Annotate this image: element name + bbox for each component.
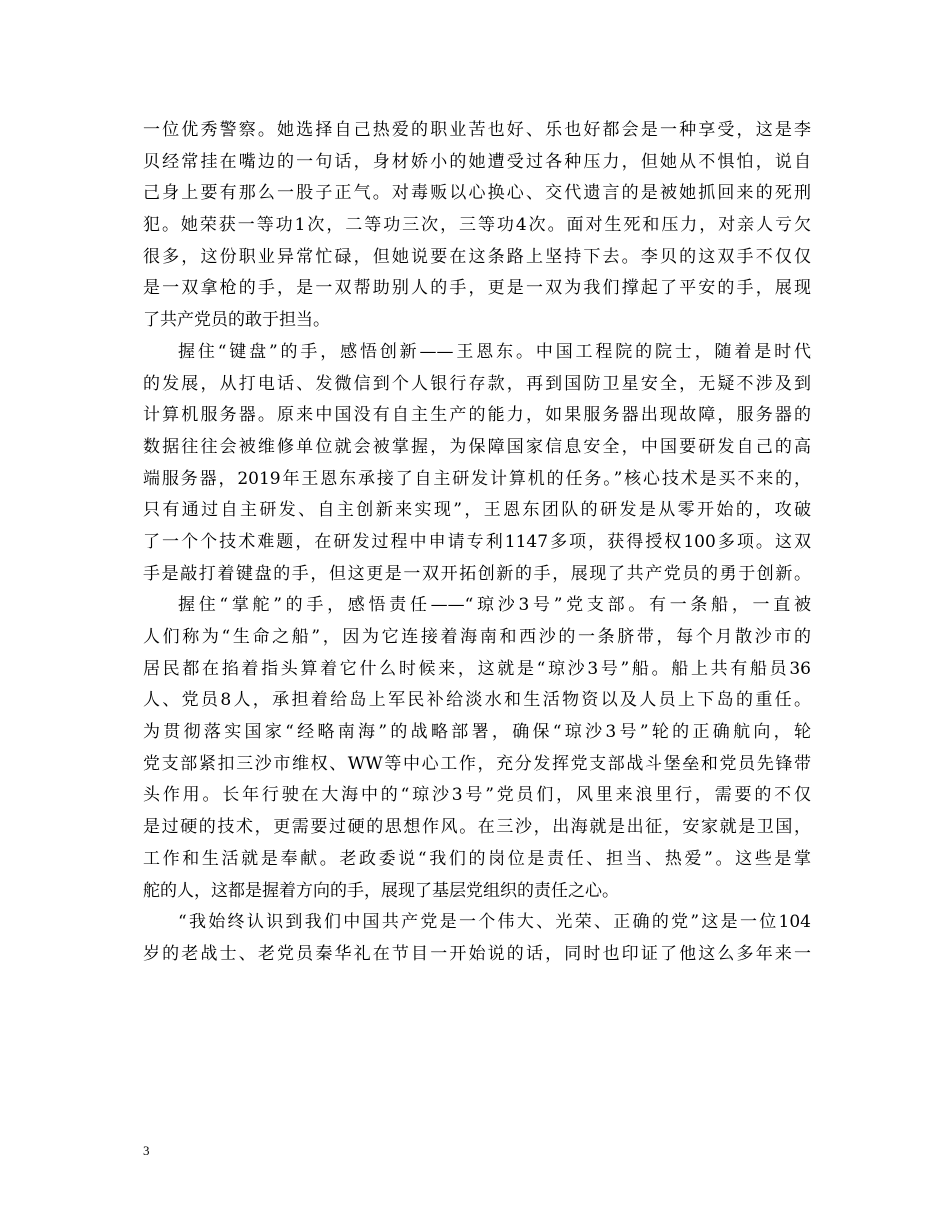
text-line: “我始终认识到我们中国共产党是一个伟大、光荣、正确的党”这是一位104 bbox=[178, 912, 811, 933]
text-line: 己身上要有那么一股子正气。对毒贩以心换心、交代遗言的是被她抓回来的死刑 bbox=[143, 183, 811, 204]
text-line: 数据往往会被维修单位就会被掌握，为保障国家信息安全，中国要研发自己的高 bbox=[143, 436, 811, 457]
paragraph-4 bbox=[143, 907, 811, 970]
text-line: 贝经常挂在嘴边的一句话，身材娇小的她遭受过各种压力，但她从不惧怕，说自 bbox=[143, 151, 811, 172]
text-line: 了一个个技术难题，在研发过程中申请专利1147多项，获得授权100多项。这双 bbox=[143, 531, 811, 552]
text-line: 舵的人，这都是握着方向的手，展现了基层党组织的责任之心。 bbox=[143, 880, 619, 901]
paragraph-1 bbox=[143, 115, 811, 337]
text-line: 党支部紧扣三沙市维权、WW等中心工作，充分发挥党支部战斗堡垒和党员先锋带 bbox=[143, 753, 811, 774]
text-line: 端服务器，2019年王恩东承接了自主研发计算机的任务。”核心技术是买不来的， bbox=[143, 468, 811, 489]
text-line: 手是敲打着键盘的手，但这更是一双开拓创新的手，展现了共产党员的勇于创新。 bbox=[143, 563, 811, 584]
paragraph-3 bbox=[143, 590, 811, 907]
text-line: 了共产党员的敢于担当。 bbox=[143, 310, 330, 331]
text-line: 一位优秀警察。她选择自己热爱的职业苦也好、乐也好都会是一种享受，这是李 bbox=[143, 120, 811, 140]
text-line: 头作用。长年行驶在大海中的“琼沙3号”党员们，风里来浪里行，需要的不仅 bbox=[143, 785, 811, 806]
text-line: 为贯彻落实国家“经略南海”的战略部署，确保“琼沙3号”轮的正确航向，轮 bbox=[143, 722, 811, 743]
text-line: 很多，这份职业异常忙碌，但她说要在这条路上坚持下去。李贝的这双手不仅仅 bbox=[143, 246, 811, 267]
page-number: 3 bbox=[143, 1143, 150, 1158]
paragraph-2 bbox=[143, 337, 811, 591]
text-line: 的发展，从打电话、发微信到个人银行存款，再到国防卫星安全，无疑不涉及到 bbox=[143, 373, 811, 394]
text-line: 是过硬的技术，更需要过硬的思想作风。在三沙，出海就是出征，安家就是卫国， bbox=[143, 817, 811, 838]
text-line: 工作和生活就是奉献。老政委说“我们的岗位是责任、担当、热爱”。这些是掌 bbox=[143, 848, 811, 869]
text-line: 岁的老战士、老党员秦华礼在节目一开始说的话，同时也印证了他这么多年来一 bbox=[143, 943, 811, 964]
text-line: 握住“键盘”的手，感悟创新——王恩东。中国工程院的院士，随着是时代 bbox=[178, 341, 811, 362]
text-line: 居民都在掐着指头算着它什么时候来，这就是“琼沙3号”船。船上共有船员36 bbox=[143, 658, 811, 679]
text-line: 计算机服务器。原来中国没有自主生产的能力，如果服务器出现故障，服务器的 bbox=[143, 405, 811, 426]
text-line: 人、党员8人，承担着给岛上军民补给淡水和生活物资以及人员上下岛的重任。 bbox=[143, 690, 811, 711]
text-line: 人们称为“生命之船”，因为它连接着海南和西沙的一条脐带，每个月散沙市的 bbox=[143, 627, 811, 647]
text-line: 握住“掌舵”的手，感悟责任——“琼沙3号”党支部。有一条船，一直被 bbox=[178, 595, 811, 616]
text-line: 只有通过自主研发、自主创新来实现”，王恩东团队的研发是从零开始的，攻破 bbox=[143, 500, 811, 521]
text-line: 是一双拿枪的手，是一双帮助别人的手，更是一双为我们撑起了平安的手，展现 bbox=[143, 278, 811, 299]
page-body bbox=[143, 115, 811, 971]
text-line: 犯。她荣获一等功1次，二等功三次，三等功4次。面对生死和压力，对亲人亏欠 bbox=[143, 215, 811, 236]
